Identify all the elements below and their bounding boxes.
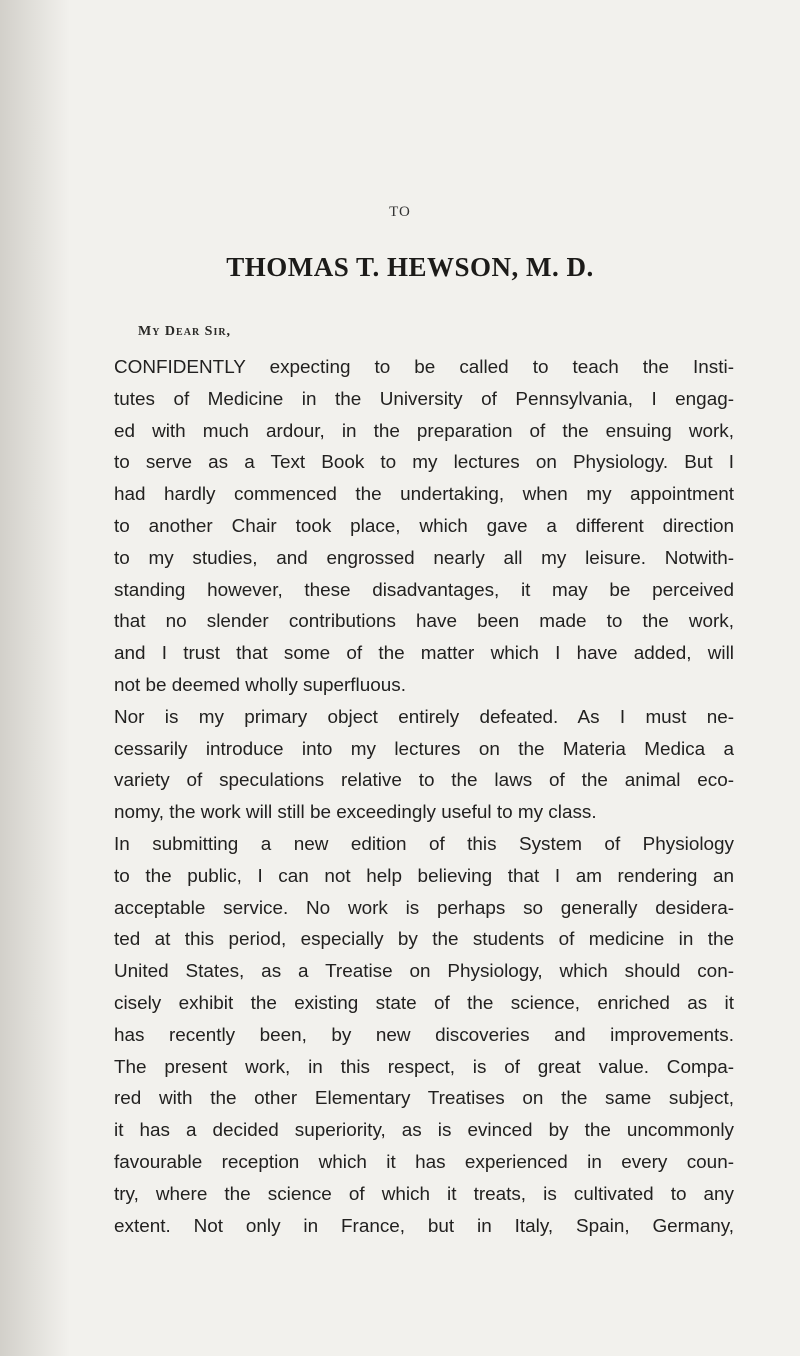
dedication-to: TO	[389, 204, 411, 220]
text-line: extent. Not only in France, but in Italy, Spain, Germany,	[114, 1215, 734, 1237]
paragraph-3	[114, 829, 734, 1242]
text-line: not be deemed wholly superfluous.	[114, 674, 406, 696]
text-line: Nor is my primary object entirely defeated. As I must ne-	[114, 706, 734, 728]
text-line: had hardly commenced the undertaking, when my appointment	[114, 484, 734, 506]
text-line: to serve as a Text Book to my lectures on Physiology. But I	[114, 452, 734, 474]
text-line: favourable reception which it has experienced in every coun-	[114, 1151, 734, 1173]
text-line: that no slender contributions have been made to the work,	[114, 611, 734, 633]
text-line: try, where the science of which it treats, is cultivated to any	[114, 1183, 734, 1205]
letter-body	[114, 352, 734, 1242]
text-line: nomy, the work will still be exceedingly useful to my class.	[114, 802, 597, 824]
salutation: My Dear Sir,	[138, 324, 232, 339]
dedication-name: THOMAS T. HEWSON, M. D.	[226, 252, 594, 282]
text-line: United States, as a Treatise on Physiology, which should con-	[114, 961, 734, 983]
paragraph-2	[114, 702, 734, 829]
text-line: to my studies, and engrossed nearly all my leisure. Notwith-	[114, 547, 734, 569]
text-line: ted at this period, especially by the students of medicine in the	[114, 929, 734, 951]
text-line: CONFIDENTLY expecting to be called to teach the Insti-	[114, 357, 734, 378]
text-line: cessarily introduce into my lectures on the Materia Medica a	[114, 738, 734, 760]
text-line: cisely exhibit the existing state of the science, enriched as it	[114, 992, 734, 1014]
text-line: it has a decided superiority, as is evinced by the uncommonly	[114, 1120, 734, 1142]
text-line: acceptable service. No work is perhaps so generally desidera-	[114, 897, 734, 919]
text-line: variety of speculations relative to the laws of the animal eco-	[114, 770, 734, 792]
paragraph-1	[114, 352, 734, 702]
text-line: has recently been, by new discoveries and improvements.	[114, 1024, 734, 1046]
text-line: red with the other Elementary Treatises on the same subject,	[114, 1088, 734, 1110]
text-line: to another Chair took place, which gave a different direction	[114, 515, 734, 537]
text-line: In submitting a new edition of this System of Physiology	[114, 833, 734, 855]
text-line: tutes of Medicine in the University of Pennsylvania, I engag-	[114, 388, 734, 410]
text-line: ed with much ardour, in the preparation of the ensuing work,	[114, 420, 734, 442]
text-line: standing however, these disadvantages, it may be perceived	[114, 579, 734, 601]
text-line: The present work, in this respect, is of great value. Compa-	[114, 1056, 734, 1078]
text-line: and I trust that some of the matter which I have added, will	[114, 643, 734, 665]
text-line: to the public, I can not help believing that I am rendering an	[114, 865, 734, 887]
